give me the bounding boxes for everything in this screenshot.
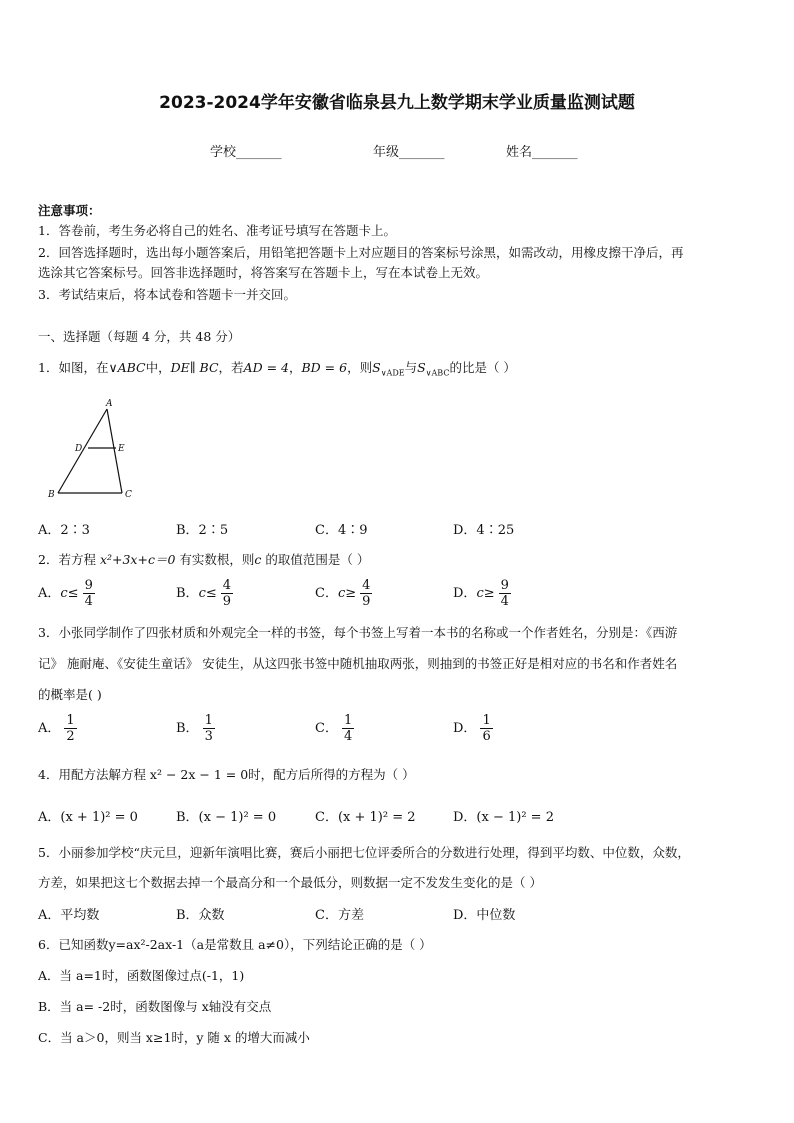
q6-option-a: A．当 a=1时，函数图像过点(-1，1) xyxy=(38,968,245,983)
denominator: 9 xyxy=(222,594,232,609)
option-relation: c≤ xyxy=(60,586,79,601)
option-label: A． xyxy=(38,721,61,736)
option-label: A． xyxy=(38,586,61,601)
q3-option-b xyxy=(176,713,215,744)
triangle-figure xyxy=(40,395,140,503)
q5-option-c: C．方差 xyxy=(315,908,364,923)
page-title: 2023-2024学年安徽省临泉县九上数学期末学业质量监测试题 xyxy=(159,93,635,113)
q1-s2: S xyxy=(417,360,426,375)
fraction xyxy=(360,578,372,609)
q1-s1-sub: ∨ADE xyxy=(380,368,405,378)
q2-text: 2．若方程 xyxy=(38,552,100,567)
q1-option-b: B．2∶5 xyxy=(176,523,229,538)
q3-option-c xyxy=(315,713,354,744)
q4-option-b: B．(x − 1)² = 0 xyxy=(176,810,277,825)
numerator: 1 xyxy=(343,713,353,728)
q5-option-d: D．中位数 xyxy=(453,908,516,923)
q4-option-d: D．(x − 1)² = 2 xyxy=(453,810,554,825)
q2-option-c xyxy=(315,578,372,609)
side-ab xyxy=(58,409,107,493)
school-field: 学校_______ xyxy=(210,145,282,160)
section-heading: 一、选择题（每题 4 分，共 48 分） xyxy=(38,329,241,344)
q1-ad: AD = 4 xyxy=(243,360,289,375)
fraction xyxy=(342,713,354,744)
option-relation: c≥ xyxy=(337,586,357,601)
denominator: 4 xyxy=(500,594,509,609)
notice-item-2b: 选涂其它答案标号。回答非选择题时，将答案写在答题卡上，写在本试卷上无效。 xyxy=(38,265,489,280)
label-d: D xyxy=(75,444,83,454)
option-label: D． xyxy=(453,586,477,601)
denominator: 4 xyxy=(84,594,93,609)
q4-option-c: C．(x + 1)² = 2 xyxy=(315,810,416,825)
notice-heading: 注意事项： xyxy=(38,203,101,218)
q3-line-3: 的概率是( ) xyxy=(38,687,102,702)
question-1-stem xyxy=(38,358,516,384)
q2-c: c xyxy=(254,552,262,567)
q6-stem: 6．已知函数y=ax²-2ax-1（a是常数且 a≠0），下列结论正确的是（ ） xyxy=(38,937,432,952)
fraction xyxy=(64,713,76,744)
q1-option-d: D．4∶25 xyxy=(453,523,515,538)
numerator: 4 xyxy=(222,578,232,593)
option-label: D． xyxy=(453,721,477,736)
q1-text: 的比是（ ） xyxy=(449,360,516,375)
numerator: 1 xyxy=(204,713,213,728)
numerator: 4 xyxy=(362,578,371,593)
option-label: C． xyxy=(315,721,338,736)
label-b: B xyxy=(48,490,55,500)
q1-bd: BD = 6 xyxy=(301,360,348,375)
fraction xyxy=(499,578,511,609)
q3-line-2: 记》 施耐庵、《安徒生童话》 安徒生，从这四张书签中随机抽取两张，则抽到的书签正好是相对应的书名和作者姓名 xyxy=(38,656,678,671)
notice-item-1: 1．答卷前，考生务必将自己的姓名、准考证号填写在答题卡上。 xyxy=(38,223,396,238)
q5-option-b: B．众数 xyxy=(176,908,225,923)
label-e: E xyxy=(118,444,125,454)
q4-option-a: A．(x + 1)² = 0 xyxy=(38,810,138,825)
q1-triangle: ∨ABC xyxy=(108,360,146,375)
q6-option-b: B．当 a= -2时，函数图像与 x轴没有交点 xyxy=(38,999,272,1014)
q4-stem: 4．用配方法解方程 x² − 2x − 1 = 0时，配方后所得的方程为（ ） xyxy=(38,767,415,782)
numerator: 1 xyxy=(66,713,75,728)
grade-field: 年级_______ xyxy=(373,145,445,160)
label-c: C xyxy=(125,490,132,500)
notice-item-2a: 2．回答选择题时，选出每小题答案后，用铅笔把答题卡上对应题目的答案标号涂黑，如需改动，用橡皮擦干净后，再 xyxy=(38,245,684,260)
q2-text: 有实数根，则 xyxy=(175,552,255,567)
q2-text: 的取值范围是（ ） xyxy=(261,552,370,567)
denominator: 9 xyxy=(362,594,371,609)
q1-text: 1．如图，在 xyxy=(38,360,109,375)
denominator: 2 xyxy=(66,729,75,744)
numerator: 1 xyxy=(482,713,491,728)
option-relation: c≥ xyxy=(476,586,495,601)
q5-line-1: 5．小丽参加学校“庆元旦，迎新年演唱比赛，赛后小丽把七位评委所合的分数进行处理，得到平均数、中位数，众数， xyxy=(38,845,690,860)
q1-text: 中， xyxy=(145,360,171,375)
q2-option-d xyxy=(453,578,511,609)
q3-option-d xyxy=(453,713,493,744)
q3-line-1: 3．小张同学制作了四张材质和外观完全一样的书签，每个书签上写着一本书的名称或一个作者姓名，分别是：《西游 xyxy=(38,625,678,640)
fraction xyxy=(203,713,215,744)
q5-option-a: A．平均数 xyxy=(38,908,100,923)
option-label: C． xyxy=(315,586,338,601)
q1-text: 与 xyxy=(404,360,418,375)
q2-option-a xyxy=(38,578,95,609)
q3-option-a xyxy=(38,713,77,744)
fraction xyxy=(221,578,233,609)
option-label: B． xyxy=(176,721,199,736)
q1-text: ，则 xyxy=(347,360,373,375)
q1-option-a: A．2∶3 xyxy=(38,523,90,538)
denominator: 3 xyxy=(204,729,213,744)
fraction xyxy=(83,578,95,609)
denominator: 4 xyxy=(343,729,353,744)
numerator: 9 xyxy=(84,578,93,593)
q6-option-c: C．当 a＞0，则当 x≥1时，y 随 x 的增大而减小 xyxy=(38,1030,310,1045)
notice-item-3: 3．考试结束后，将本试卷和答题卡一并交回。 xyxy=(38,287,296,302)
q1-option-c: C．4∶9 xyxy=(315,523,368,538)
q1-text: ， xyxy=(288,360,302,375)
q2-option-b xyxy=(176,578,233,609)
question-2-stem xyxy=(38,550,369,570)
denominator: 6 xyxy=(482,729,491,744)
q1-s1: S xyxy=(372,360,381,375)
q1-parallel: DE∥ BC xyxy=(170,360,219,375)
q1-text: ，若 xyxy=(218,360,244,375)
q1-s2-sub: ∨ABC xyxy=(425,368,450,378)
numerator: 9 xyxy=(500,578,509,593)
name-field: 姓名_______ xyxy=(506,145,578,160)
q5-line-2: 方差，如果把这七个数据去掉一个最高分和一个最低分，则数据一定不发发生变化的是（ ） xyxy=(38,875,542,890)
option-label: B． xyxy=(176,586,199,601)
label-a: A xyxy=(106,399,113,409)
option-relation: c≤ xyxy=(198,586,217,601)
fraction xyxy=(480,713,492,744)
q2-equation: x²+3x+c＝0 xyxy=(99,552,176,567)
